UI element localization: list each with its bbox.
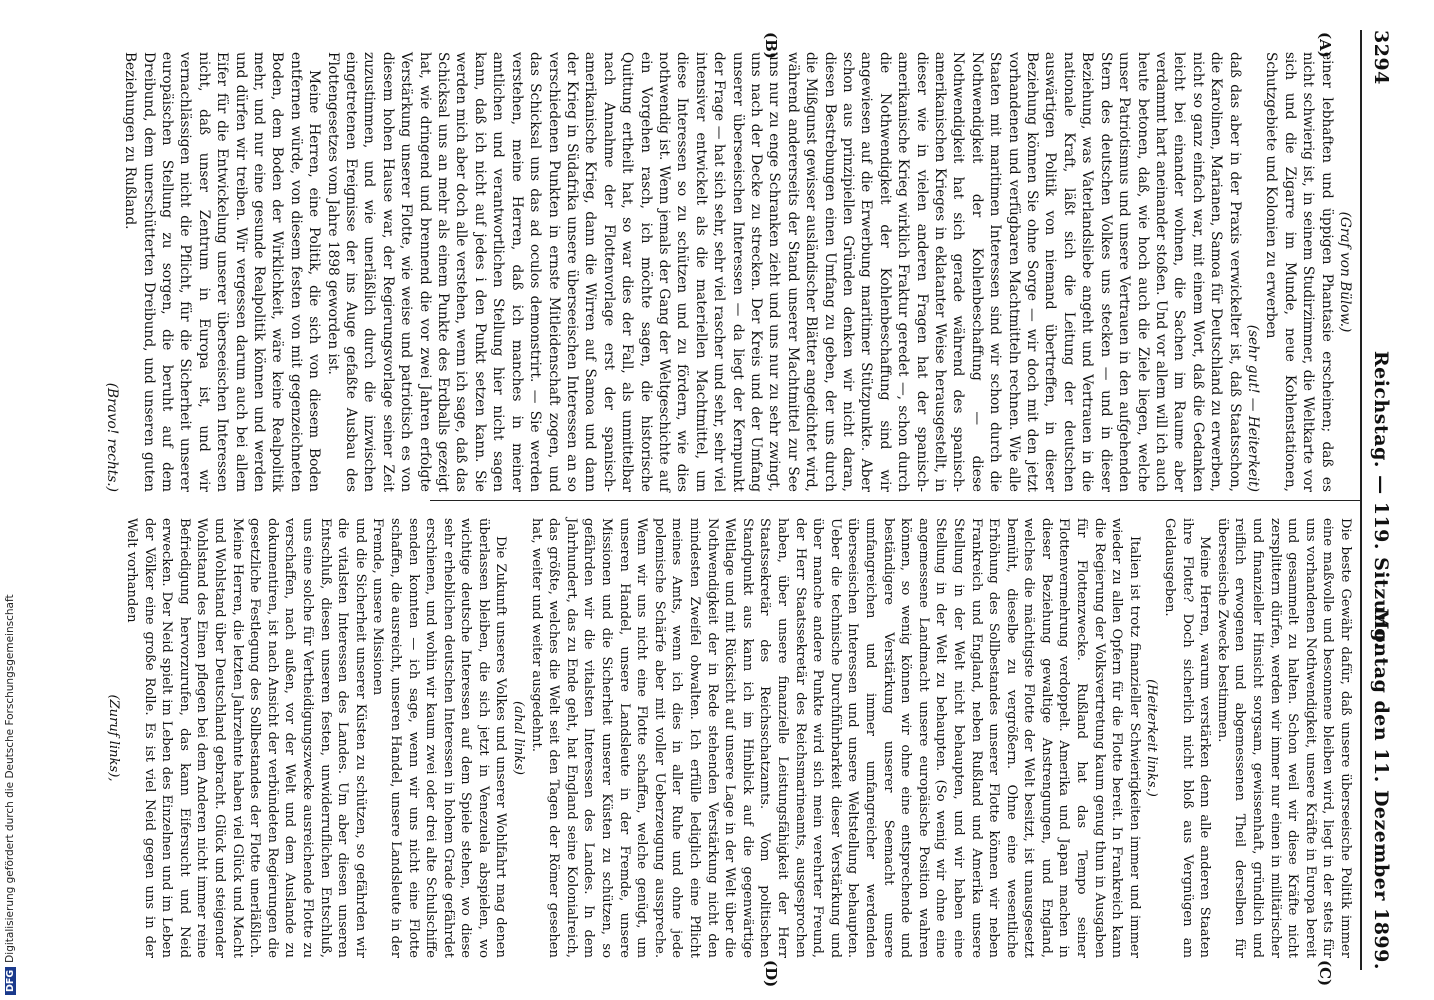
page-number: 3294 <box>1370 30 1392 85</box>
margin-marker-a: (A) <box>1316 32 1334 58</box>
speaker-name: (Graf von Bülow.) <box>1337 211 1353 333</box>
margin-marker-c: (C) <box>1316 960 1334 987</box>
page-date: Montag den 11. Dezember 1899. <box>1370 608 1392 970</box>
page-header <box>1366 30 1392 970</box>
header-rule <box>1360 30 1362 970</box>
page-title: Reichstag. — 119. Sitzung. <box>1370 350 1392 650</box>
paragraph: Meine Herren, warum verstärken denn alle anderen Staaten ihre Flotte? Doch sicherlich nicht bloß aus Vergnügen am Geldausgeben. <box>1162 518 1213 958</box>
paragraph: Italien ist trotz finanzieller Schwierigkeiten immer und immer wieder zu allen Opfern für die Flotte bereit. In Frankreich kann die Regierung der Volksvertretung kaum genug thun in Ausgaben für Flottenzwecke. Rußland hat das Tempo seiner Flottenvermehrung verdoppelt. Amerika und Japan machen in dieser Beziehung gewaltige Anstrengungen, und England, welches die mächtigste Flotte der Welt besitzt, ist unausgesetzt bemüht, dieselbe zu vergrößern. Ohne eine wesentliche Erhöhung des Sollbestandes unserer Flotte können wir neben Frankreich und England, neben Rußland und Amerika unsere Stellung in der Welt nicht behaupten, und wir haben eine Stellung in der Welt zu behaupten. (So wenig wir ohne eine angemessene Landmacht unsere europäische Position wahren können, so wenig können wir ohne eine entsprechende und beständigere Verstärkung unserer Seemacht unsere umfangreichen und immer umfangreicher werdenden überseeischen Interessen und unsere Weltstellung behaupten. Ueber die technische Durchführbarkeit dieser Verstärkung und über manche andere Punkte wird sich mein verehrter Freund, der Herr Staatssekretär des Reichsmarineamts, ausgesprochen haben, über unsere finanzielle Leistungsfähigkeit der Herr Staatssekretär des Reichsschatzamts. Vom politischen Standpunkt aus kann ich im Hinblick auf die gegenwärtige Weltlage und mit Rücksicht auf unsere Lage in der Welt über die Nothwendigkeit der in Rede stehenden Verstärkung nicht den mindesten Zweifel obwalten. Ich erfülle lediglich eine Pflicht meines Amts, wenn ich dies in aller Ruhe und ohne jede polemische Schärfe aber mit voller Ueberzeugung ausspreche. Wenn wir uns nicht eine Flotte schaffen, welche genügt, um unseren Handel, unsere Landsleute in der Fremde, unsere Missionen und die Sicherheit unserer Küsten zu schützen, so gefährden wir die vitalsten Interessen des Landes. In dem Jahrhundert, das zu Ende geht, hat England seine Kolonialreich, das größte, welches die Welt seit den Tagen der Römer gesehen hat, weiter und weiter ausgedehnt. <box>528 518 1142 958</box>
paragraph: Die Zukunft unseres Volkes und unserer Wohlfahrt mag denen überlassen bleiben, die sich jetzt in Venezuela abspielen, wo wichtige deutsche Interessen auf dem Spiele stehen, wo diese sehr erheblichen deutschen Interessen in hohem Grade gefährdet erschienen, und wohin wir kaum zwei oder drei alte Schulschiffe senden konnten — ich sage, wenn wir uns nicht eine Flotte schaffen, die ausreicht, unseren Handel, unsere Landsleute in der Fremde, unsere Missionen <box>370 518 509 958</box>
funding-note <box>4 594 16 995</box>
column-divider <box>430 500 1360 501</box>
margin-marker-b: (B) <box>762 32 780 59</box>
stage-direction: (Zuruf links), <box>106 694 122 782</box>
right-column <box>105 518 1354 958</box>
stage-direction: (sehr gut! — Heiterkeit) <box>1244 324 1261 492</box>
margin-marker-d: (D) <box>762 960 780 988</box>
left-column <box>102 52 1354 492</box>
stage-direction: (Bravo! rechts.) <box>103 382 120 492</box>
funding-note-text: Digitalisierung gefördert durch die Deutsche Forschungsgemeinschaft <box>4 594 16 963</box>
paragraph: Meine Herren, eine Politik, die sich von diesem Boden entfernen würde, von diesem festen von mit gegenzeichneten Boden, dem Boden der Wirklichkeit, wäre keine Realpolitik mehr, und nur eine gesunde Realpolitik können und werden und dürfen wir treiben. Wir vergessen darum auch bei allem Eifer für die Entwickelung unserer überseeischen Interessen nicht, daß unser Zentrum in Europa ist, und wir vernachlässigen nicht die Pflicht, für die Sicherheit unserer europäischen Stellung zu sorgen, die beruht auf dem Dreibund, dem unerschütterten Dreibund, und unseren guten Beziehungen zu Rußland. <box>122 52 323 492</box>
paragraph: Die beste Gewähr dafür, daß unsere überseeische Politik immer eine maßvolle und besonnene bleiben wird, liegt in der stets für uns vorhandenen Nothwendigkeit, unsere Kräfte in Europa bereit und gesammelt zu halten. Schon weil wir diese Kräfte nicht zersplittern dürfen, werden wir immer nur einen in militärischer und finanzieller Hinsicht sorgsam, gewissenhaft, gründlich und reiflich erwogenen und abgemessenen Theil derselben für überseeische Zwecke bestimmen. <box>1214 518 1353 958</box>
rotated-page <box>60 0 1400 1000</box>
stage-direction: (ahal links) <box>511 700 527 776</box>
paragraph: einer lebhaften und üppigen Phantasie erscheinen; daß es nicht schwierig ist, in seinem Studirzimmer, die Weltkarte vor sich und die Zigarre im Munde, neue Kohlenstationen, Schutzgebiete und Kolonien zu erwerben <box>1263 52 1335 492</box>
stage-direction: (Heiterkeit links.) <box>1144 679 1160 797</box>
paragraph: und die Sicherheit unserer Küsten zu schützen, so gefährden wir die vitalsten Interessen des Landes. Um aber diesen unseren Entschluß, diesen unseren festen, unwiderruflichen Entschluß, uns eine solche für Vertheidigungszwecke ausreichende Flotte zu verschaffen, nach außen, vor der Welt und dem Auslande zu dokumentiren, ist nach Ansicht der verbündeten Regierungen die gesetzliche Festlegung des Sollbestandes der Flotte unerläßlich. Meine Herren, die letzten Jahrzehnte haben viel Glück und Macht und Wohlstand über Deutschland gebracht. Glück und steigender Wohlstand des Einen pflegen bei dem Anderen nicht immer reine Befriedigung hervorzurufen, das kann Eifersucht und Neid erwecken. Der Neid spielt im Leben des Einzelnen und im Leben der Völker eine große Rolle. Es ist viel Neid gegen uns in der Welt vorhanden <box>124 518 368 958</box>
paragraph: daß das aber in der Praxis verwickelter ist, daß Staatsschon, die Karolinen, Marianen, Samoa für Deutschland zu erwerben, nicht so ganz einfach war, mit einem Wort, daß die Gedanken leicht bei einander wohnen, die Sachen im Raume aber verdammt hart aneinander stoßen. Und vor allem will ich auch heute betonen, daß, wie hoch auch die Ziele liegen, welche unser Patriotismus und unsere Vertrauen in den aufgehenden Stern des deutschen Volkes uns stecken — und in dieser Beziehung, was Vaterlandsliebe angeht und Vertrauen in die nationale Kraft, läßt sich die Leitung der deutschen auswärtigen Politik von niemand übertreffen, in dieser Beziehung können Sie ohne Sorge — wir doch mit den jetzt vorhandenen und verfügbaren Machtmitteln rechnen. Wie alle Staaten mit maritimen Interessen sind wir schon durch die Nothwendigkeit der Kohlenbeschaffung — diese Nothwendigkeit hat sich gerade während des spanisch-amerikanischen Krieges in eklatanter Weise herausgestellt, in dieser wie in vielen anderen Fragen hat der spanisch-amerikanische Krieg wirklich Fraktur geredet —, schon durch die Nothwendigkeit der Kohlenbeschaffung sind wir angewiesen auf die Erwerbung maritimer Stützpunkte. Aber schon aus prinzipiellen Gründen denken wir nicht daran, diesen Bestrebungen einen Umfang zu geben, der uns durch die Mißgunst gewisser ausländischer Blätter angedichtet wird, während andererseits der Stand unserer Machtmittel zur See uns nur zu enge Schranken zieht und uns nur zu sehr zwingt, uns nach der Decke zu strecken. Der Kreis und der Umfang unserer überseeischen Interessen — da liegt der Kernpunkt der Frage — hat sich sehr, sehr viel rascher und sehr, sehr viel intensiver entwickelt als die materiellen Machtmittel, um diese Interessen so zu schützen und zu fördern, wie dies nothwendig ist. Wenn jemals der Gang der Weltgeschichte auf ein Vorgehen rasch, ich möchte sagen, die historische Quittung ertheilt hat, so war dies der Fall, als unmittelbar nach Annahme der Flottenvorlage erst der spanisch-amerikanische Krieg, dann die Wirren auf Samoa und dann der Krieg in Südafrika unsere überseeischen Interessen an so verschiedenen Punkten in ernste Mitleidenschaft zogen, und das Schicksal uns das ad oculos demonstrirt. — Sie werden verstehen, meine Herren, daß ich manches in meiner amtlichen und verantwortlichen Stellung hier nicht sagen kann, daß ich nicht auf jedes i den Punkt setzen kann. Sie werden mich aber doch alle verstehen, wenn ich sage, daß das Schicksal uns an mehr als einem Punkte des Erdballs gezeigt hat, wie dringend und brennend die vor zwei Jahren erfolgte Verstärkung unserer Flotte, wie weise und patriotisch es von diesem hohen Hause war, der Regierungsvorlage seiner Zeit zuzustimmen, und wie unerläßlich durch die inzwischen eingetretenen Ereignisse der ins Auge gefaßte Ausbau des Flottengesetzes vom Jahre 1898 geworden ist. <box>324 52 1243 492</box>
dfg-logo: DFG <box>5 967 16 995</box>
